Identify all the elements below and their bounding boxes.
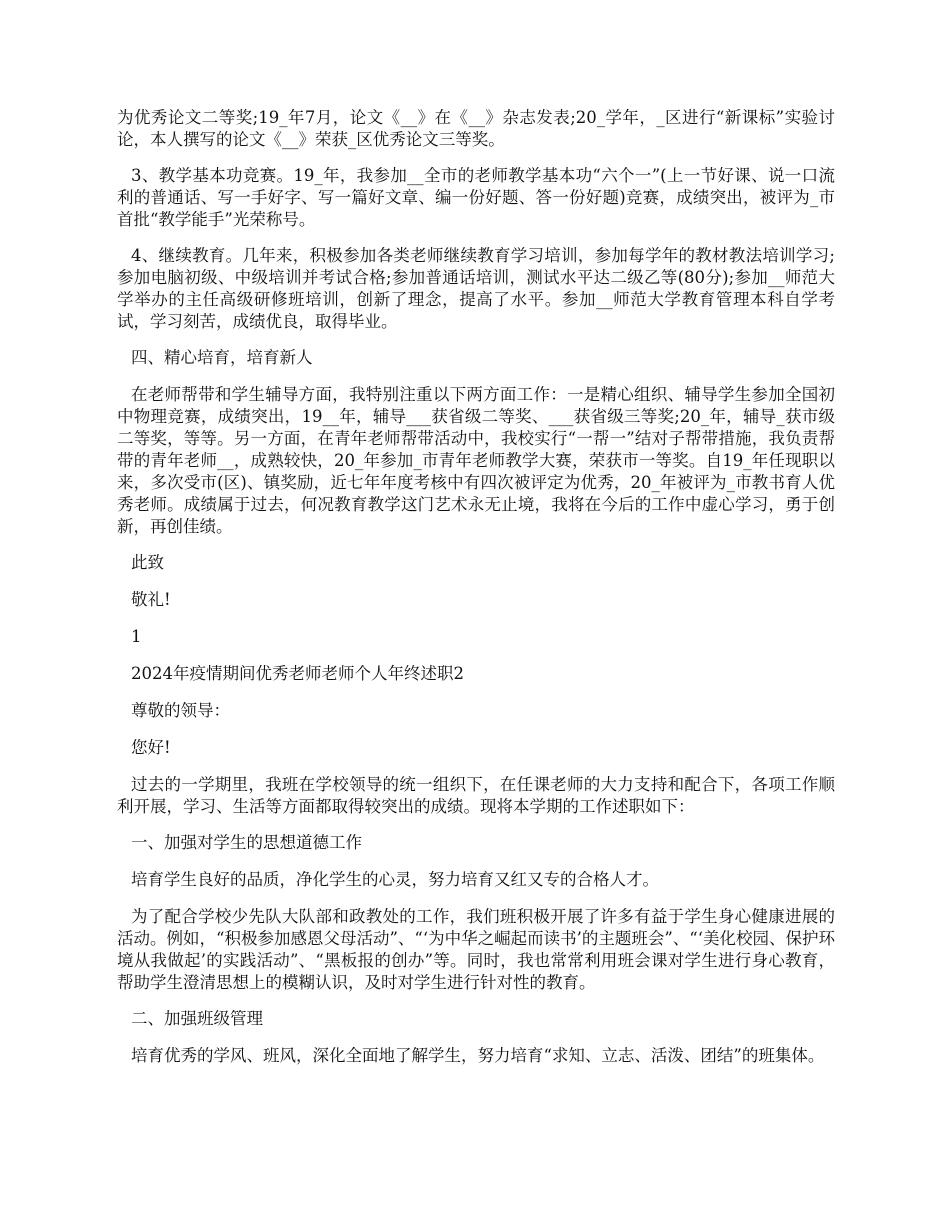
paragraph-continuing-education: 4、继续教育。几年来，积极参加各类老师继续教育学习培训，参加每学年的教材教法培训学习;参加电脑初级、中级培训并考试合格;参加普通话培训，测试水平达二级乙等(80分);参加__师范大学举办的主任高级研修班培训，创新了理念，提高了水平。参加__师范大学教育管理本科自学考试，学习刻苦，成绩优良，取得毕业。: [117, 246, 835, 331]
section-heading-nurture: 四、精心培育，培育新人: [131, 348, 313, 367]
greeting-leaders: 尊敬的领导：: [131, 701, 230, 720]
paragraph-mentoring: 在老师帮带和学生辅导方面，我特别注重以下两方面工作：一是精心组织、辅导学生参加全国初中物理竞赛，成绩突出，19__年，辅导___获省级二等奖、___获省级三等奖;20_年，辅导_获市级二等奖，等等。另一方面，在青年老师帮带活动中，我校实行“一帮一”结对子帮带措施，我负责帮带的青年老师__，成熟较快，20_年参加_市青年老师教学大赛，荣获市一等奖。自19_年任现职以来，多次受市(区)、镇奖励，近七年年度考核中有四次被评定为优秀，20_年被评为_市教书育人优秀老师。成绩属于过去，何况教育教学这门艺术永无止境，我将在今后的工作中虚心学习，勇于创新，再创佳绩。: [117, 385, 835, 536]
page-number: 1: [131, 627, 142, 646]
paragraph-semester-summary: 过去的一学期里，我班在学校领导的统一组织下，在任课老师的大力支持和配合下，各项工作顺利开展，学习、生活等方面都取得较突出的成绩。现将本学期的工作述职如下：: [117, 775, 835, 816]
closing-regards: 敬礼!: [131, 590, 171, 609]
section-heading-class-management: 二、加强班级管理: [131, 1009, 263, 1028]
paragraph-teaching-skills-contest: 3、教学基本功竞赛。19_年，我参加__全市的老师教学基本功“六个一”(上一节好课、说一口流利的普通话、写一手好字、写一篇好文章、编一份好题、答一份好题)竞赛，成绩突出，被评为_市首批“教学能手”光荣称号。: [117, 166, 835, 229]
document-body: [117, 107, 835, 1081]
paragraph-study-style: 培育优秀的学风、班风，深化全面地了解学生，努力培育“求知、立志、活泼、团结”的班集体。: [131, 1046, 825, 1065]
paragraph-award-continuation: 为优秀论文二等奖;19_年7月，论文《__》在《__》杂志发表;20_学年，_区进行“新课标”实验讨论，本人撰写的论文《__》荣获_区优秀论文三等奖。: [117, 108, 835, 149]
paragraph-quality-cultivation: 培育学生良好的品质，净化学生的心灵，努力培育又红又专的合格人才。: [131, 870, 659, 889]
paragraph-class-activities: 为了配合学校少先队大队部和政教处的工作，我们班积极开展了许多有益于学生身心健康进展的活动。例如，“积极参加感恩父母活动”、“‘为中华之崛起而读书’的主题班会”、“‘美化校园、保护环境从我做起’的实践活动”、“黑板报的创办”等。同时，我也常常利用班会课对学生进行身心教育，帮助学生澄清思想上的模糊认识，及时对学生进行针对性的教育。: [117, 907, 835, 992]
section-heading-moral-work: 一、加强对学生的思想道德工作: [131, 833, 362, 852]
greeting-hello: 您好!: [131, 738, 171, 757]
closing-salutation: 此致: [131, 553, 164, 572]
document-title-2: 2024年疫情期间优秀老师老师个人年终述职2: [131, 664, 464, 683]
